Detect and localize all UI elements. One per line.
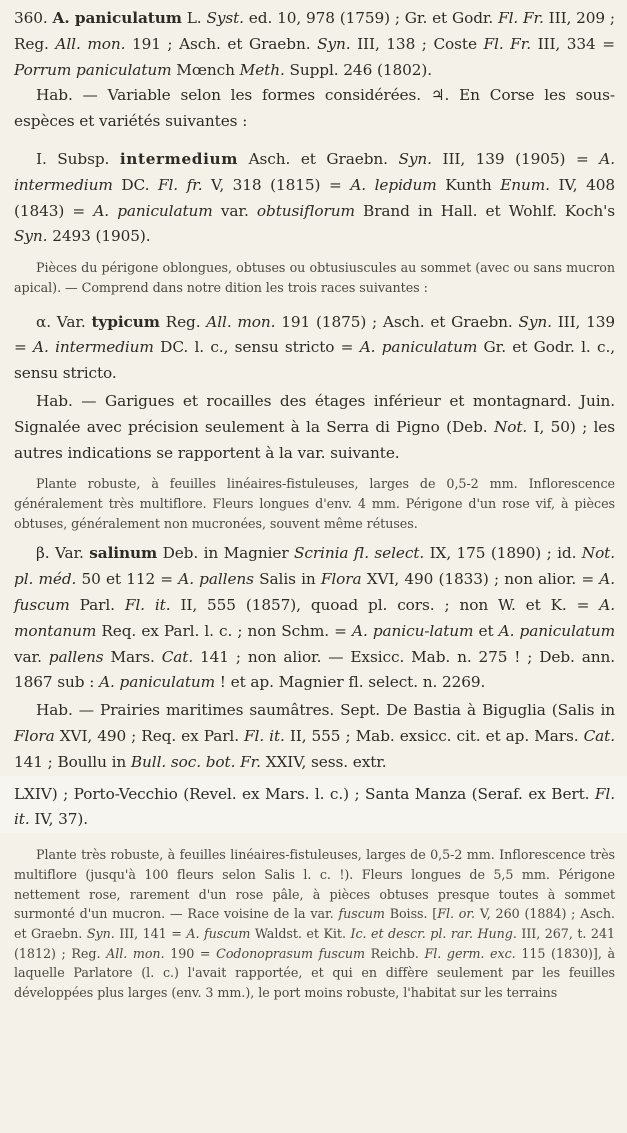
- text-run: A. lepidum: [350, 175, 437, 194]
- text-run: II, 555 ; Mab. exsicc. cit. et ap. Mars.: [284, 727, 584, 746]
- text-run: Fl. it.: [14, 784, 615, 829]
- text-run: Syn.: [14, 227, 48, 246]
- text-run: Gr. et Godr. l. c., sensu stricto.: [14, 338, 615, 383]
- text-run: Syst.: [206, 9, 244, 27]
- text-run: Mœnch: [171, 60, 240, 79]
- text-run: A. fuscum: [186, 926, 251, 942]
- text-run: V, 260 (1884) ; Asch. et Graebn.: [14, 906, 615, 942]
- text-run: Cat.: [161, 647, 194, 666]
- paragraph-p6: [14, 389, 615, 466]
- text-run: Brand in Hall. et Wohlf. Koch's: [354, 201, 615, 220]
- paragraph-p2: [14, 83, 615, 135]
- text-run: Parl.: [69, 596, 125, 615]
- text-run: Fl. Fr.: [498, 9, 544, 27]
- paragraph-p1: [14, 6, 615, 83]
- text-run: 115 (1830)], à laquelle Parlatore (l. c.) l'avait rapportée, et qui en diffère seulement par les feuilles développées plus larges (env. 3 mm.), le port moins robuste, l'habitat sur les terrains: [14, 945, 615, 1001]
- paragraph-p9: [14, 698, 615, 775]
- text-run: Flora: [320, 570, 362, 589]
- text-run: Kunth: [436, 175, 501, 194]
- text-run: Hab. — Prairies maritimes saumâtres. Sept. De Bastia à Biguglia (Salis in: [36, 701, 615, 720]
- text-run: var.: [14, 647, 49, 666]
- text-run: Fl. Fr.: [483, 34, 531, 53]
- text-run: Reichb.: [364, 945, 425, 961]
- text-run: I, 50) ; les autres indications se rapportent à la var. suivante.: [14, 417, 616, 462]
- text-run: III, 209 ; Reg.: [14, 9, 615, 53]
- text-run: fuscum: [338, 906, 385, 922]
- text-run: Hab. — Garigues et rocailles des étages inférieur et montagnard. Juin. Signalée avec précision seulement à la Serra di Pigno (Deb.: [14, 391, 615, 436]
- text-run: All. mon.: [206, 312, 276, 331]
- text-run: A. panicu-latum: [352, 621, 474, 640]
- text-run: Plante très robuste, à feuilles linéaires-fistuleuses, larges de 0,5-2 mm. Inflorescence très multiflore (jusqu'à 100 fleurs selon Salis l. c. !). Fleurs longues de 5,5 mm. Périgone nettement rose, rarement d'un rose pâle, à pièces obtuses presque toutes à sommet surmonté d'un mucron. — Race voisine de la var.: [14, 847, 615, 922]
- text-run: LXIV) ; Porto-Vecchio (Revel. ex Mars. l. c.) ; Santa Manza (Seraf. ex Bert.: [14, 784, 595, 803]
- text-run: Syn.: [317, 34, 351, 53]
- text-run: A. paniculatum: [359, 338, 478, 357]
- paragraph-p4: [14, 258, 615, 297]
- text-run: A. fuscum: [14, 570, 615, 615]
- text-run: β. Var.: [36, 544, 90, 563]
- paragraph-p5: [14, 310, 615, 387]
- text-run: salinum: [89, 544, 158, 563]
- text-run: III, 139 (1905) =: [431, 149, 600, 168]
- text-run: var.: [212, 201, 257, 220]
- text-run: Bull. soc. bot. Fr.: [130, 752, 261, 771]
- text-run: Ic. et descr. pl. rar. Hung.: [350, 926, 517, 942]
- text-run: 191 (1875) ; Asch. et Graebn.: [275, 312, 519, 331]
- text-run: intermedium: [119, 149, 239, 168]
- text-run: Fl. it.: [124, 596, 171, 615]
- text-run: Fl. or.: [437, 906, 475, 922]
- text-run: Flora: [14, 727, 55, 746]
- text-run: A. paniculatum: [93, 201, 213, 220]
- text-run: A. montanum: [14, 596, 615, 640]
- text-run: ! et ap. Magnier fl. select. n. 2269.: [215, 673, 486, 692]
- paragraph-p10: [0, 776, 627, 834]
- text-run: A. pallens: [178, 570, 254, 589]
- text-run: IX, 175 (1890) ; id.: [424, 544, 582, 563]
- text-run: V, 318 (1815) =: [202, 175, 351, 194]
- text-run: Deb. in Magnier: [157, 544, 294, 563]
- text-run: IV, 37).: [29, 810, 89, 829]
- text-run: 191 ; Asch. et Graebn.: [125, 34, 318, 53]
- text-run: 141 ; Boullu in: [14, 752, 131, 771]
- text-run: Salis in: [253, 570, 321, 589]
- text-run: A. paniculatum: [498, 621, 615, 640]
- text-run: et: [473, 621, 499, 640]
- text-run: A. paniculatum: [52, 9, 182, 27]
- text-run: Waldst. et Kit.: [250, 926, 351, 942]
- text-run: Codonoprasum fuscum: [216, 945, 365, 961]
- text-run: Fl. germ. exc.: [424, 945, 516, 961]
- text-run: pallens: [48, 647, 104, 666]
- text-run: All. mon.: [55, 34, 126, 53]
- text-run: Suppl. 246 (1802).: [284, 60, 432, 79]
- text-run: III, 138 ; Coste: [350, 34, 484, 53]
- text-run: A. paniculatum: [99, 673, 216, 692]
- text-run: IV, 408 (1843) =: [14, 175, 616, 220]
- text-run: L.: [181, 9, 207, 27]
- text-run: Cat.: [583, 727, 615, 746]
- text-run: Syn.: [398, 149, 432, 168]
- text-run: Fl. fr.: [157, 175, 203, 194]
- text-run: A. intermedium: [14, 149, 615, 194]
- text-run: α. Var.: [36, 312, 92, 331]
- paragraph-p8: [14, 541, 615, 696]
- text-run: Meth.: [239, 60, 285, 79]
- text-run: Porrum paniculatum: [14, 60, 172, 79]
- text-run: obtusiflorum: [256, 201, 355, 220]
- text-run: Reg.: [159, 312, 207, 331]
- text-run: Pièces du périgone oblongues, obtuses ou obtusiuscules au sommet (avec ou sans mucron apical). — Comprend dans notre dition les trois races suivantes :: [14, 260, 615, 295]
- text-run: Req. ex Parl. l. c. ; non Schm. =: [96, 621, 353, 640]
- text-run: XVI, 490 (1833) ; non alior. =: [361, 570, 600, 589]
- text-run: III, 141 =: [114, 926, 187, 942]
- text-run: Enum.: [500, 175, 550, 194]
- text-run: 50 et 112 =: [76, 570, 179, 589]
- text-run: ed. 10, 978 (1759) ; Gr. et Godr.: [243, 9, 499, 27]
- text-run: XXIV, sess. extr.: [260, 752, 387, 771]
- text-run: XVI, 490 ; Req. ex Parl.: [54, 727, 245, 746]
- text-run: Plante robuste, à feuilles linéaires-fistuleuses, larges de 0,5-2 mm. Inflorescence généralement très multiflore. Fleurs longues d'env. 4 mm. Périgone d'un rose vif, à pièces obtuses, généralement non mucronées, souvent même rétuses.: [14, 476, 615, 531]
- text-run: Syn.: [518, 312, 552, 331]
- text-run: III, 139 =: [14, 312, 616, 357]
- text-run: III, 267, t. 241 (1812) ; Reg.: [14, 926, 615, 961]
- text-run: Not. pl. méd.: [14, 544, 615, 589]
- text-run: typicum: [91, 312, 160, 331]
- text-run: III, 334 =: [531, 34, 615, 53]
- text-run: I. Subsp.: [36, 149, 120, 168]
- paragraph-p11: [14, 845, 615, 1003]
- text-run: 360.: [14, 9, 53, 27]
- text-run: A. intermedium: [33, 338, 154, 357]
- text-run: 190 =: [164, 945, 217, 961]
- text-run: All. mon.: [106, 945, 165, 961]
- text-run: DC.: [112, 175, 158, 194]
- text-run: DC. l. c., sensu stricto =: [153, 338, 360, 357]
- page-text: [14, 6, 615, 1003]
- paragraph-p7: [14, 474, 615, 533]
- paragraph-p3: [14, 147, 615, 250]
- text-run: 2493 (1905).: [47, 227, 151, 246]
- text-run: Boiss. [: [384, 906, 438, 922]
- text-run: 141 ; non alior. — Exsicc. Mab. n. 275 ! ; Deb. ann. 1867 sub :: [14, 647, 616, 692]
- text-run: Fl. it.: [244, 727, 285, 746]
- text-run: Not.: [493, 417, 528, 436]
- text-run: Asch. et Graebn.: [238, 149, 399, 168]
- text-run: Syn.: [86, 926, 115, 942]
- text-run: Mars.: [103, 647, 162, 666]
- text-run: Hab. — Variable selon les formes considérées. ♃. En Corse les sous-espèces et variétés suivantes :: [14, 86, 615, 131]
- text-run: Scrinia fl. select.: [294, 544, 425, 563]
- text-run: II, 555 (1857), quoad pl. cors. ; non W. et K. =: [170, 596, 600, 615]
